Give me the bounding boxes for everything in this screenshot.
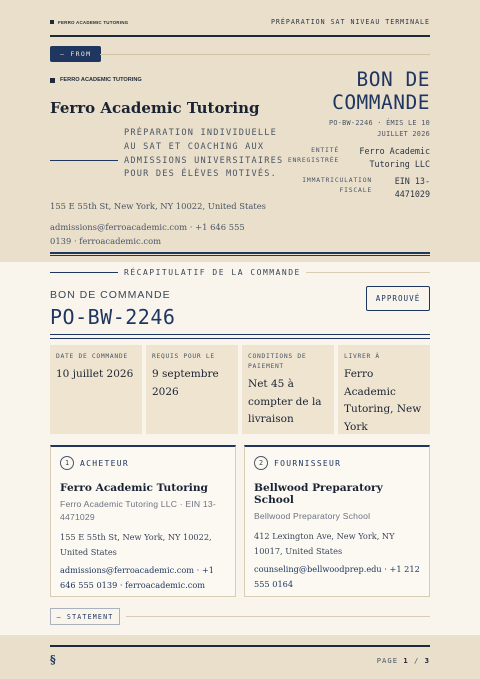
fact-label: DATE DE COMMANDE <box>56 353 128 360</box>
buyer-address: 155 E 55th St, New York, NY 10022, United States <box>60 532 212 557</box>
fact-value: Ferro Academic Tutoring, New York <box>344 368 422 433</box>
document-title-text: BON DE COMMANDE <box>332 68 430 114</box>
fact-tile-required-by <box>146 345 238 434</box>
from-pill: — FROM <box>50 46 101 62</box>
order-facts <box>50 345 430 434</box>
parties <box>50 445 430 597</box>
brand-square-icon <box>50 78 55 83</box>
tax-id-label: IMMATRICULATION FISCALE <box>302 176 372 194</box>
page-label: PAGE <box>376 656 399 665</box>
step-number-icon: 2 <box>254 456 268 470</box>
entity-row <box>283 145 430 170</box>
buyer-title: ACHETEUR <box>80 458 129 468</box>
supplier-contact[interactable]: counseling@bellwoodprep.edu · +1 212 555 0164 <box>254 564 420 589</box>
statement-tab[interactable]: — STATEMENT <box>50 608 120 625</box>
po-label: BON DE COMMANDE <box>50 289 171 301</box>
buyer-card-header <box>60 456 226 470</box>
fact-value: 10 juillet 2026 <box>56 368 134 380</box>
tax-id-value: EIN 13-4471029 <box>394 176 430 199</box>
fact-tile-payment-terms <box>242 345 334 434</box>
section-title: RÉCAPITULATIF DE LA COMMANDE <box>124 268 301 277</box>
letterhead-divider <box>50 252 430 256</box>
tagline-rule <box>50 160 118 161</box>
header-doc-heading: PRÉPARATION SAT NIVEAU TERMINALE <box>270 18 430 26</box>
section-rule-left <box>50 272 118 273</box>
from-rule <box>100 54 430 55</box>
summary-divider <box>50 334 430 339</box>
from-contact: admissions@ferroacademic.com · +1 646 555 0139 · ferroacademic.com <box>50 222 245 246</box>
document-title <box>310 68 430 114</box>
from-brand-label: FERRO ACADEMIC TUTORING <box>60 77 142 83</box>
footer-rule <box>50 645 430 647</box>
header-brand <box>50 20 128 25</box>
fact-tile-ship-to <box>338 345 430 434</box>
document-meta: PO-BW-2246 · ÉMIS LE 10 JUILLET 2026 <box>328 119 430 138</box>
from-brand <box>50 77 142 83</box>
brand-square-icon <box>50 20 54 24</box>
supplier-legal: Bellwood Preparatory School <box>254 511 371 521</box>
step-number-icon: 1 <box>60 456 74 470</box>
supplier-address: 412 Lexington Ave, New York, NY 10017, United States <box>254 531 395 556</box>
fact-label: REQUIS POUR LE <box>152 353 215 360</box>
fact-tile-order-date <box>50 345 142 434</box>
from-company-name: Ferro Academic Tutoring <box>50 99 260 117</box>
from-address: 155 E 55th St, New York, NY 10022, United States <box>50 201 266 211</box>
page-indicator <box>377 656 430 665</box>
buyer-name: Ferro Academic Tutoring <box>60 482 208 494</box>
supplier-card <box>244 445 430 597</box>
tax-id-row <box>296 175 430 200</box>
supplier-card-header <box>254 456 420 470</box>
fact-value: Net 45 à compter de la livraison <box>248 378 322 425</box>
status-badge: APPROUVÉ <box>366 286 430 311</box>
supplier-name: Bellwood Preparatory School <box>254 482 383 506</box>
fact-label: LIVRER À <box>344 353 380 360</box>
section-rule-right <box>306 272 430 273</box>
fact-label: CONDITIONS DE PAIEMENT <box>248 353 307 370</box>
buyer-card <box>50 445 236 597</box>
statement-rule <box>126 616 430 617</box>
page-total: 3 <box>424 656 430 665</box>
supplier-title: FOURNISSEUR <box>274 458 342 468</box>
buyer-contact[interactable]: admissions@ferroacademic.com · +1 646 555 0139 · ferroacademic.com <box>60 565 214 590</box>
header-brand-label: FERRO ACADEMIC TUTORING <box>58 19 129 25</box>
from-tagline: PRÉPARATION INDIVIDUELLE AU SAT ET COACHING AUX ADMISSIONS UNIVERSITAIRES POUR DES ÉLÈVES MOTIVÉS. <box>124 128 284 180</box>
section-symbol: § <box>50 653 56 666</box>
entity-value: Ferro Academic Tutoring LLC <box>359 146 430 169</box>
page-separator: / <box>414 656 420 665</box>
top-bar <box>50 18 430 26</box>
page-current: 1 <box>403 656 409 665</box>
header-rule <box>50 35 430 37</box>
fact-value: 9 septembre 2026 <box>152 368 219 398</box>
entity-label: ENTITÉ ENREGISTRÉE <box>287 146 339 164</box>
buyer-legal: Ferro Academic Tutoring LLC · EIN 13-4471029 <box>60 499 216 522</box>
po-number: PO-BW-2246 <box>50 305 176 329</box>
